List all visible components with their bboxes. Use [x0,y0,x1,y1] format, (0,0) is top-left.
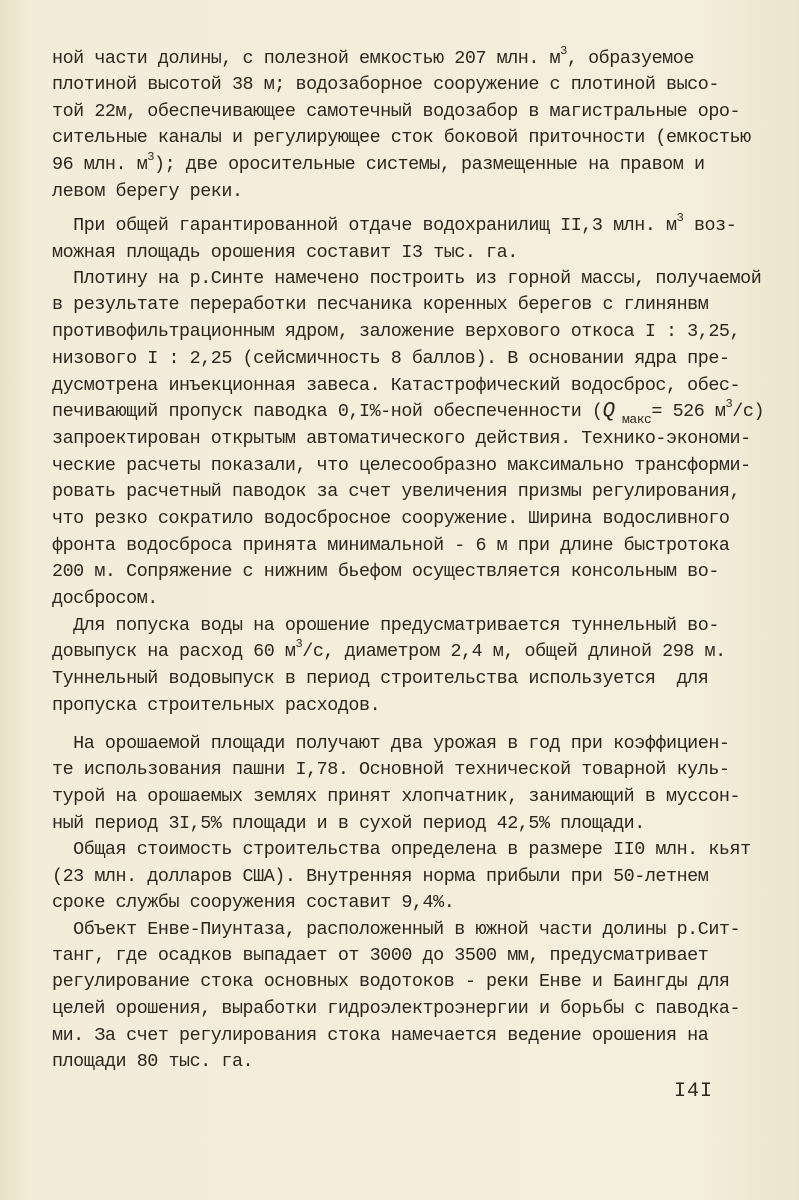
text-line [52,396,765,427]
text-fragment: /с) [732,401,765,422]
text-line [52,666,708,692]
text-fragment: сроке службы сооружения составит 9,4%. [52,892,455,913]
text-line [52,731,730,757]
text-line [52,917,740,943]
text-line [52,292,708,318]
text-fragment: ческие расчеты показали, что целесообразно максимально трансформи- [52,455,751,476]
text-line [52,890,454,916]
superscript: 3 [560,43,567,58]
text-line [52,266,761,292]
text-fragment: плотиной высотой 38 м; водозаборное сооружение с плотиной высо- [52,74,719,95]
text-fragment: регулирование стока основных водотоков - реки Енве и Баингды для [52,971,730,992]
superscript: 3 [725,396,733,411]
text-fragment: печивающий пропуск паводка 0,I%-ной обеспеченности ( [52,401,603,422]
text-fragment: противофильтрационным ядром, заложение верхового откоса I : 3,25, [52,321,741,342]
superscript: 3 [676,210,684,225]
text-fragment: левом берегу реки. [52,181,243,202]
text-line [52,559,719,585]
text-line [52,837,751,863]
text-fragment: /с, диаметром 2,4 м, общей длиной 298 м. [302,641,726,662]
text-line [52,613,719,639]
text-line [52,99,740,125]
text-fragment: Плотину на р.Синте намечено построить из горной массы, получаемой [52,268,762,289]
text-fragment: ный период 3I,5% площади и в сухой период 42,5% площади. [52,813,645,834]
page-number: I4I [674,1080,714,1103]
text-fragment: (23 млн. долларов США). Внутренняя норма прибыли при 50-летнем [52,866,709,887]
text-fragment: На орошаемой площади получают два урожая в год при коэффициен- [52,733,730,754]
text-fragment: турой на орошаемых землях принят хлопчатник, занимающий в муссон- [52,786,741,807]
text-fragment: ми. За счет регулирования стока намечается ведение орошения на [52,1025,709,1046]
text-line [52,1049,253,1075]
text-fragment: Для попуска воды на орошение предусматривается туннельный во- [52,615,719,636]
text-fragment: что резко сократило водосбросное сооружение. Ширина водосливного [52,508,730,529]
text-fragment: пропуска строительных расходов. [52,695,381,716]
text-fragment: ровать расчетный паводок за счет увеличения призмы регулирования, [52,481,741,502]
text-fragment: , образуемое [566,48,694,69]
text-line [52,864,708,890]
text-fragment: фронта водосброса принята минимальной - 6 м при длине быстротока [52,535,730,556]
text-fragment: Q [602,400,615,423]
text-line [52,506,730,532]
superscript: 3 [295,636,303,651]
text-line [52,636,726,665]
text-line [52,179,243,205]
text-fragment: ной части долины, с полезной емкостью 207 млн. м [52,48,561,69]
text-fragment: Объект Енве-Пиунтаза, расположенный в южной части долины р.Сит- [52,919,741,940]
text-fragment: Туннельный водовыпуск в период строительства используется для [52,668,709,689]
text-line [52,784,740,810]
text-line [52,319,740,345]
text-fragment: запроектирован открытым автоматического действия. Технико-экономи- [52,428,751,449]
text-fragment: танг, где осадков выпадает от 3000 до 3500 мм, предусматривает [52,945,709,966]
text-line [52,453,751,479]
text-fragment: Общая стоимость строительства определена в размере II0 млн. кьят [52,839,751,860]
text-line [52,586,158,612]
text-fragment: 200 м. Сопряжение с нижним бьефом осуществляется консольным во- [52,561,719,582]
text-fragment: досбросом. [52,588,158,609]
text-line [52,125,751,151]
text-line [52,426,751,452]
text-line [52,757,730,783]
text-line [52,969,730,995]
text-fragment: низового I : 2,25 (сейсмичность 8 баллов). В основании ядра пре- [52,348,730,369]
text-fragment: = 526 м [651,401,726,422]
text-line [52,693,380,719]
text-fragment: можная площадь орошения составит I3 тыс. га. [52,242,518,263]
text-line [52,346,730,372]
text-fragment: ); две оросительные системы, размещенные на правом и [154,154,705,175]
text-line [52,72,719,98]
text-fragment: в результате переработки песчаника коренных берегов с глинянвм [52,294,709,315]
text-line [52,533,730,559]
text-line [52,479,740,505]
text-line [52,43,694,72]
text-line [52,373,740,399]
text-fragment: 96 млн. м [52,154,148,175]
text-line [52,210,737,239]
text-fragment: целей орошения, выработки гидроэлектроэнергии и борьбы с паводка- [52,998,741,1019]
text-line [52,943,708,969]
text-fragment: воз- [683,215,737,236]
text-line [52,996,740,1022]
subscript: макс [614,411,652,427]
text-fragment: той 22м, обеспечивающее самотечный водозабор в магистральные оро- [52,101,741,122]
text-fragment: При общей гарантированной отдаче водохранилищ II,3 млн. м [52,215,677,236]
superscript: 3 [147,149,155,164]
text-line [52,1023,708,1049]
text-fragment: довыпуск на расход 60 м [52,641,296,662]
text-fragment: те использования пашни I,78. Основной технической товарной куль- [52,759,730,780]
text-line [52,240,518,266]
text-line [52,811,645,837]
text-fragment: площади 80 тыс. га. [52,1051,254,1072]
text-line [52,149,705,178]
text-fragment: сительные каналы и регулирующее сток боковой приточности (емкостью [52,127,751,148]
text-fragment: дусмотрена инъекционная завеса. Катастрофический водосброс, обес- [52,375,741,396]
